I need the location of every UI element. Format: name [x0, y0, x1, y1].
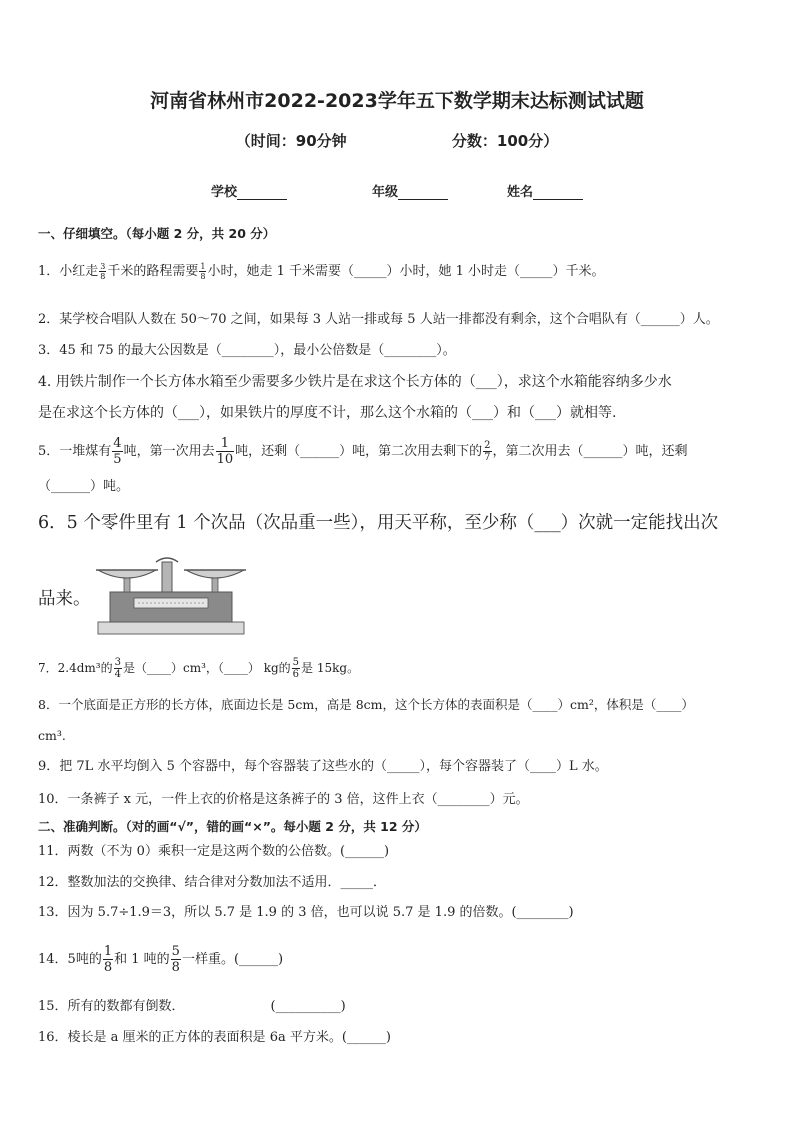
- name-field: [507, 181, 583, 200]
- fraction: $\frac{1}{10}$: [216, 436, 234, 467]
- question-8-line-1: 8．一个底面是正方形的长方体，底面边长是 5cm，高是 8cm，这个长方体的表面积是（____）cm²，体积是（____）: [38, 697, 694, 712]
- question-2: 2．某学校合唱队人数在 50～70 之间，如果每 3 人站一排或每 5 人站一排都没有剩余，这个合唱队有（______）人。: [38, 312, 719, 327]
- fraction: $\frac{2}{7}$: [484, 440, 491, 463]
- grade-field: [372, 181, 448, 200]
- question-10: 10．一条裤子 x 元，一件上衣的价格是这条裤子的 3 倍，这件上衣（________）元。: [38, 792, 529, 807]
- grade-blank[interactable]: [398, 185, 448, 200]
- section-heading-1: 一、仔细填空。（每小题 2 分，共 20 分）: [38, 226, 276, 241]
- fraction: $\frac{3}{8}$: [100, 262, 106, 281]
- question-7: 7．2.4dm³的 $\frac{3}{4}$ 是（____）cm³，（____） kg的 $\frac{5}{6}$ 是 15kg。: [38, 657, 360, 680]
- exam-meta: [0, 130, 794, 151]
- name-blank[interactable]: [533, 185, 583, 200]
- fraction: $\frac{5}{6}$: [292, 657, 300, 680]
- school-label: 学校: [211, 185, 238, 200]
- question-1: 1．小红走 $\frac{3}{8}$ 千米的路程需要 $\frac{1}{8}$ 小时，她走 1 千米需要（_____）小时，她 1 小时走（_____）千米。: [38, 262, 605, 281]
- school-blank[interactable]: [237, 185, 287, 200]
- fraction: $\frac{1}{8}$: [200, 262, 206, 281]
- question-4-line-2: 是在求这个长方体的（___），如果铁片的厚度不计，那么这个水箱的（___）和（___）就相等.: [38, 405, 617, 421]
- question-9: 9．把 7L 水平均倒入 5 个容器中，每个容器装了这些水的（_____），每个容器装了（____）L 水。: [38, 759, 608, 774]
- question-5: 5．一堆煤有 $\frac{4}{5}$ 吨，第一次用去 $\frac{1}{10}$ 吨，还剩（______）吨，第二次用去剩下的 $\frac{2}{7}$ ，第二次用去（______）吨，还剩: [38, 436, 688, 467]
- question-15: 15．所有的数都有倒数． (__________): [38, 999, 346, 1014]
- question-14: 14．5吨的 $\frac{1}{8}$ 和 1 吨的 $\frac{5}{8}$ 一样重。(______): [38, 944, 284, 975]
- question-8-line-2: cm³.: [38, 728, 66, 743]
- question-4-line-1: 4. 用铁片制作一个长方体水箱至少需要多少铁片是在求这个长方体的（___），求这个水箱能容纳多少水: [38, 374, 672, 390]
- name-label: 姓名: [507, 185, 534, 200]
- question-6-line-2: 品来。: [38, 589, 91, 609]
- question-13: 13．因为 5.7÷1.9＝3，所以 5.7 是 1.9 的 3 倍，也可以说 5.7 是 1.9 的倍数。(________): [38, 905, 574, 920]
- section-heading-2: 二、准确判断。（对的画“√”，错的画“×”。每小题 2 分，共 12 分）: [38, 819, 427, 834]
- question-6-line-1: 6．5 个零件里有 1 个次品（次品重一些），用天平称，至少称（___）次就一定能找出次: [38, 513, 719, 533]
- fraction: $\frac{3}{4}$: [114, 657, 121, 680]
- question-11: 11．两数（不为 0）乘积一定是这两个数的公倍数。(______): [38, 844, 390, 859]
- question-3: 3．45 和 75 的最大公因数是（________），最小公倍数是（________）。: [38, 343, 456, 358]
- question-5-line-2: （______）吨。: [38, 479, 130, 494]
- page-title: 河南省林州市2022-2023学年五下数学期末达标测试试题: [150, 90, 644, 112]
- exam-time: （时间：90分钟: [235, 132, 347, 150]
- exam-score: 分数：100分）: [451, 132, 559, 150]
- question-12: 12．整数加法的交换律、结合律对分数加法不适用．_____．: [38, 875, 387, 890]
- fraction: $\frac{1}{8}$: [103, 944, 113, 975]
- fraction: $\frac{5}{8}$: [171, 944, 180, 975]
- balance-scale-icon: [94, 556, 248, 636]
- grade-label: 年级: [372, 185, 399, 200]
- fraction: $\frac{4}{5}$: [113, 436, 122, 467]
- balance-scale-image: [94, 556, 248, 636]
- school-field: [211, 181, 287, 200]
- question-16: 16．棱长是 a 厘米的正方体的表面积是 6a 平方米。(______): [38, 1030, 391, 1045]
